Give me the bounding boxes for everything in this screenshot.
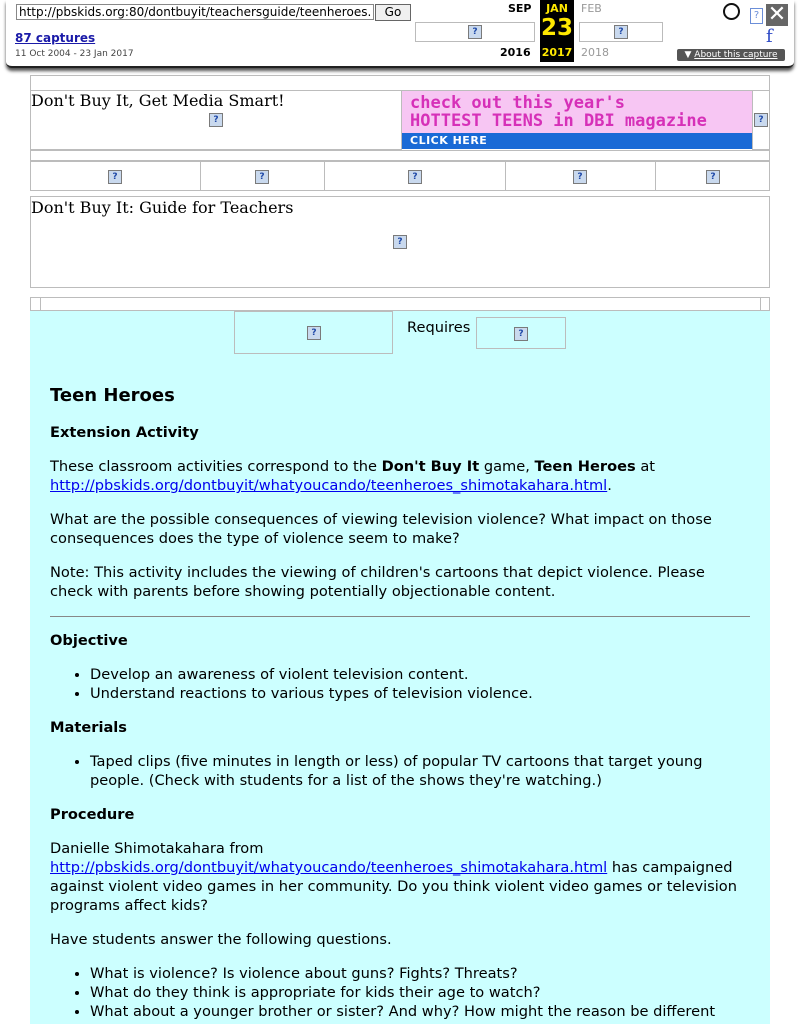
next-year-label: 2018 xyxy=(581,46,609,59)
wayback-toolbar xyxy=(6,0,794,68)
wayback-url-input[interactable]: http://pbskids.org:80/dontbuyit/teachersguide/teenheroes. xyxy=(16,4,374,20)
plugin-image-cell xyxy=(234,311,393,354)
objective-list xyxy=(50,665,750,703)
header-divider xyxy=(30,150,770,161)
intro-period: . xyxy=(607,477,612,494)
missing-image-icon: ? xyxy=(255,170,269,184)
missing-image-icon: ? xyxy=(754,113,768,127)
teen-heroes-link[interactable]: http://pbskids.org/dontbuyit/whatyoucando/teenheroes_shimotakahara.html xyxy=(50,477,608,494)
missing-image-icon: ? xyxy=(514,327,528,341)
article-subtitle: Extension Activity xyxy=(50,424,199,441)
list-item: • What is violence? Is violence about guns? Fights? Threats? xyxy=(90,964,750,983)
requires-plugin-link[interactable] xyxy=(476,317,566,349)
procedure-heading: Procedure xyxy=(50,806,135,823)
list-item: • Understand reactions to various types of television violence. xyxy=(90,684,750,703)
missing-image-icon: ? xyxy=(614,25,628,39)
promo-cta-bar[interactable] xyxy=(402,133,752,149)
missing-image-icon: ? xyxy=(209,113,223,127)
promo-line-1: check out this year's xyxy=(410,93,625,113)
spacer-middle xyxy=(40,297,761,311)
promo-cta-label: CLICK HERE xyxy=(410,134,488,147)
nav-item-2[interactable] xyxy=(200,161,325,191)
guide-title-block xyxy=(30,196,770,288)
promo-line-2: HOTTEST TEENS in DBI magazine xyxy=(410,111,707,131)
sparkline-next[interactable] xyxy=(579,22,663,42)
requires-label: Requires xyxy=(407,319,471,336)
missing-image-icon: ? xyxy=(393,235,407,249)
current-day: 23 xyxy=(540,15,573,41)
question-paragraph: What are the possible consequences of viewing television violence? What impact on those consequences does the type of violence seem to make? xyxy=(50,511,712,547)
section-divider xyxy=(50,616,750,617)
missing-image-icon: ? xyxy=(468,25,482,39)
next-month-label: FEB xyxy=(581,2,602,15)
header-top-spacer xyxy=(30,75,770,91)
wayback-date-range: 11 Oct 2004 - 23 Jan 2017 xyxy=(15,49,134,59)
list-item: • What do they think is appropriate for kids their age to watch? xyxy=(90,983,750,1002)
procedure-text: Danielle Shimotakahara from xyxy=(50,840,264,857)
materials-heading: Materials xyxy=(50,719,127,736)
wayback-captures-link[interactable]: 87 captures xyxy=(15,31,96,45)
intro-text: game, xyxy=(479,458,535,475)
site-title-cell xyxy=(30,90,402,150)
intro-text: at xyxy=(635,458,656,475)
help-icon[interactable]: ? xyxy=(750,8,763,24)
list-item: • What about a younger brother or sister? And why? How might the reason be different xyxy=(90,1002,750,1021)
nav-item-1[interactable] xyxy=(30,161,201,191)
nav-item-5[interactable] xyxy=(655,161,770,191)
procedure-paragraph xyxy=(50,839,750,915)
materials-list xyxy=(50,752,750,790)
caret-down-icon: ▼ xyxy=(684,50,692,60)
facebook-share-icon[interactable]: f xyxy=(766,26,773,47)
list-item: • Develop an awareness of violent television content. xyxy=(90,665,750,684)
students-prompt: Have students answer the following questions. xyxy=(50,931,392,948)
intro-activity-name: Teen Heroes xyxy=(534,458,636,475)
nav-item-4[interactable] xyxy=(505,161,656,191)
intro-game-name: Don't Buy It xyxy=(381,458,480,475)
missing-image-icon: ? xyxy=(573,170,587,184)
note-paragraph: Note: This activity includes the viewing of children's cartoons that depict violence. Please check with parents before showing potentially objectionable content. xyxy=(50,564,705,600)
about-capture-button[interactable] xyxy=(677,49,785,61)
list-item: • Taped clips (five minutes in length or less) of popular TV cartoons that target young people. (Check with students for a list of the shows they're watching.) xyxy=(90,752,750,790)
objective-heading: Objective xyxy=(50,632,128,649)
article xyxy=(50,380,750,1036)
article-title: Teen Heroes xyxy=(50,385,175,406)
site-title: Don't Buy It, Get Media Smart! xyxy=(31,91,285,110)
procedure-link[interactable]: http://pbskids.org/dontbuyit/whatyoucando/teenheroes_shimotakahara.html xyxy=(50,859,608,876)
header-right-cell xyxy=(752,90,770,150)
missing-image-icon: ? xyxy=(706,170,720,184)
prev-month-link[interactable]: SEP xyxy=(508,2,532,15)
procedure-text: has campaigned against violent video games in her community. Do you think violent video games or television programs affect kids? xyxy=(50,859,737,914)
prev-year-link[interactable]: 2016 xyxy=(500,46,531,59)
about-capture-label: About this capture xyxy=(694,50,778,60)
current-month: JAN xyxy=(546,2,568,15)
sparkline-prev[interactable] xyxy=(415,22,535,42)
spacer-right xyxy=(760,297,770,311)
missing-image-icon: ? xyxy=(408,170,422,184)
close-icon[interactable]: ✕ xyxy=(767,2,787,27)
intro-text: These classroom activities correspond to the xyxy=(50,458,382,475)
loading-spinner-icon xyxy=(723,3,740,20)
question-list xyxy=(50,964,750,1021)
missing-image-icon: ? xyxy=(307,326,321,340)
nav-item-3[interactable] xyxy=(324,161,506,191)
promo-banner[interactable] xyxy=(402,91,752,149)
intro-paragraph xyxy=(50,457,750,495)
current-capture-date xyxy=(540,0,574,62)
wayback-go-button[interactable]: Go xyxy=(375,4,411,21)
current-year: 2017 xyxy=(541,46,573,59)
guide-title: Don't Buy It: Guide for Teachers xyxy=(31,198,294,217)
missing-image-icon: ? xyxy=(108,170,122,184)
